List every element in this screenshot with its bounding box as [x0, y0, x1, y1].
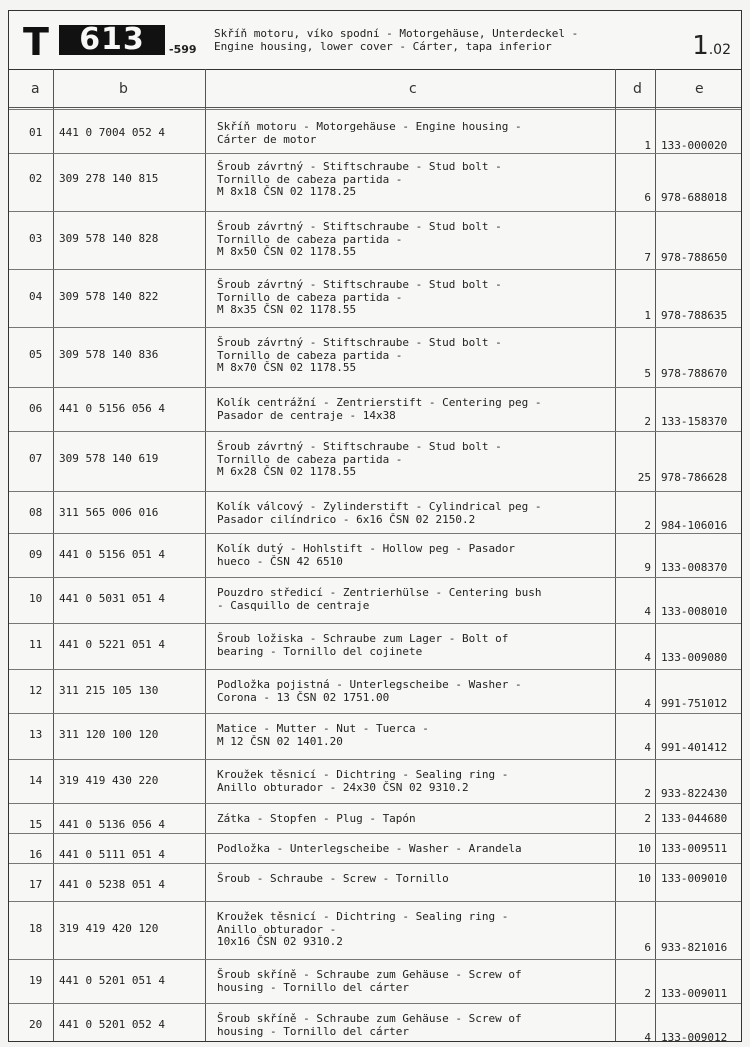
quantity: 4: [644, 1030, 651, 1044]
row-separator: [9, 623, 741, 624]
part-description: [217, 279, 617, 317]
description-line: Kroužek těsnicí - Dichtring - Sealing ring -: [217, 910, 509, 923]
row-separator: [9, 959, 741, 960]
part-description: [217, 161, 617, 199]
page-title: [214, 27, 578, 53]
item-position: 17: [29, 878, 43, 891]
part-number: 441 0 5201 052 4: [59, 1018, 165, 1031]
part-description: [217, 1013, 617, 1038]
row-separator: [9, 431, 741, 432]
description-line: Pasador de centraje - 14x38: [217, 408, 396, 422]
part-description: [217, 397, 617, 422]
order-code: 133-008370: [661, 560, 728, 574]
order-code: 991-401412: [661, 740, 728, 754]
quantity: 4: [644, 696, 651, 710]
description-line: Kolík centrážní - Zentrierstift - Centering peg -: [217, 396, 542, 409]
part-description: [217, 969, 617, 994]
order-code: 978-688018: [661, 191, 728, 204]
description-line: Skříň motoru - Motorgehäuse - Engine housing -: [217, 120, 522, 133]
title-line-1: Skříň motoru, víko spodní - Motorgehäuse, Unterdeckel -: [214, 27, 579, 40]
description-line: Šroub skříně - Schraube zum Gehäuse - Screw of: [217, 1012, 522, 1025]
column-divider: [205, 69, 206, 1041]
order-code: 133-158370: [661, 414, 728, 428]
part-description: [217, 911, 617, 949]
order-code: 978-788635: [661, 309, 728, 322]
description-line: Pouzdro středicí - Zentrierhülse - Centering bush: [217, 586, 542, 599]
item-position: 15: [29, 818, 43, 831]
description-line: Podložka pojistná - Unterlegscheibe - Washer -: [217, 678, 522, 691]
item-position: 10: [29, 592, 43, 605]
description-line: Zátka - Stopfen - Plug - Tapón: [217, 812, 416, 825]
page-number: [692, 33, 731, 63]
part-description: [217, 769, 617, 794]
quantity: 4: [644, 740, 651, 754]
description-line: Šroub závrtný - Stiftschraube - Stud bolt -: [217, 160, 502, 173]
description-line: housing - Tornillo del cárter: [217, 1024, 410, 1038]
description-line: Tornillo de cabeza partida -: [217, 232, 403, 246]
quantity: 6: [644, 941, 651, 954]
row-separator: [9, 1003, 741, 1004]
item-position: 09: [29, 548, 43, 561]
part-number: 319 419 420 120: [59, 922, 159, 935]
row-separator: [9, 387, 741, 388]
quantity: 2: [644, 986, 651, 1000]
part-number: 319 419 430 220: [59, 774, 159, 787]
order-code: 133-008010: [661, 604, 728, 618]
quantity: 1: [644, 309, 651, 322]
description-line: Šroub ložiska - Schraube zum Lager - Bolt of: [217, 632, 509, 645]
description-line: Kroužek těsnicí - Dichtring - Sealing ring -: [217, 768, 509, 781]
part-number: 309 578 140 619: [59, 452, 159, 465]
column-header-row: [9, 69, 741, 108]
row-separator: [9, 759, 741, 760]
part-number: 309 578 140 836: [59, 348, 159, 361]
description-line: Tornillo de cabeza partida -: [217, 452, 403, 466]
order-code: 133-009511: [661, 842, 728, 855]
title-line-2: Engine housing, lower cover - Cárter, tapa inferior: [214, 40, 552, 53]
quantity: 10: [637, 842, 651, 855]
order-code: 978-788670: [661, 367, 728, 380]
part-number: 441 0 5156 056 4: [59, 402, 165, 415]
description-line: M 6x28 ČSN 02 1178.55: [217, 465, 357, 478]
part-number: 441 0 7004 052 4: [59, 126, 165, 139]
column-header-c: c: [409, 81, 417, 97]
description-line: Anillo obturador - 24x30 ČSN 02 9310.2: [217, 780, 469, 794]
order-code: 133-000020: [661, 138, 728, 152]
quantity: 25: [637, 471, 651, 484]
item-position: 08: [29, 506, 43, 519]
quantity: 4: [644, 604, 651, 618]
description-line: Cárter de motor: [217, 132, 317, 146]
row-separator: [9, 269, 741, 270]
description-line: Šroub závrtný - Stiftschraube - Stud bolt -: [217, 440, 502, 453]
description-line: Pasador cilíndrico - 6x16 ČSN 02 2150.2: [217, 512, 476, 526]
description-line: Šroub - Schraube - Screw - Tornillo: [217, 872, 449, 885]
item-position: 18: [29, 922, 43, 935]
description-line: - Casquillo de centraje: [217, 598, 370, 612]
column-divider: [655, 69, 656, 1041]
quantity: 6: [644, 191, 651, 204]
quantity: 5: [644, 367, 651, 380]
quantity: 4: [644, 650, 651, 664]
description-line: M 12 ČSN 02 1401.20: [217, 734, 343, 748]
description-line: bearing - Tornillo del cojinete: [217, 644, 423, 658]
part-number: 309 578 140 822: [59, 290, 159, 303]
description-line: M 8x70 ČSN 02 1178.55: [217, 361, 357, 374]
order-code: 991-751012: [661, 696, 728, 710]
part-number: 441 0 5111 051 4: [59, 848, 165, 861]
page-number-sub: .02: [708, 42, 731, 58]
description-line: Podložka - Unterlegscheibe - Washer - Arandela: [217, 842, 522, 855]
part-description: [217, 337, 617, 375]
row-separator: [9, 901, 741, 902]
description-line: M 8x50 ČSN 02 1178.55: [217, 245, 357, 258]
item-position: 19: [29, 974, 43, 987]
page-header: [9, 11, 741, 70]
column-header-e: e: [695, 81, 704, 97]
item-position: 02: [29, 172, 43, 185]
column-header-a: a: [31, 81, 40, 97]
order-code: 133-009080: [661, 650, 728, 664]
quantity: 2: [644, 812, 651, 825]
description-line: hueco - ČSN 42 6510: [217, 554, 343, 568]
order-code: 984-106016: [661, 518, 728, 532]
part-description: [217, 873, 617, 886]
part-description: [217, 501, 617, 526]
part-description: [217, 121, 617, 146]
description-line: Tornillo de cabeza partida -: [217, 348, 403, 362]
part-description: [217, 633, 617, 658]
item-position: 04: [29, 290, 43, 303]
part-number: 441 0 5136 056 4: [59, 818, 165, 831]
row-separator: [9, 211, 741, 212]
description-line: Tornillo de cabeza partida -: [217, 172, 403, 186]
item-position: 03: [29, 232, 43, 245]
item-position: 20: [29, 1018, 43, 1031]
item-position: 13: [29, 728, 43, 741]
description-line: Tornillo de cabeza partida -: [217, 290, 403, 304]
column-header-b: b: [119, 81, 128, 97]
part-number: 309 278 140 815: [59, 172, 159, 185]
page-number-main: 1: [692, 31, 709, 61]
order-code: 133-009012: [661, 1030, 728, 1044]
part-description: [217, 441, 617, 479]
column-divider: [53, 69, 54, 1041]
row-separator: [9, 153, 741, 154]
parts-catalog-page: [8, 10, 742, 1042]
item-position: 05: [29, 348, 43, 361]
quantity: 2: [644, 414, 651, 428]
row-separator: [9, 863, 741, 864]
description-line: Kolík válcový - Zylinderstift - Cylindrical peg -: [217, 500, 542, 513]
quantity: 7: [644, 251, 651, 264]
part-description: [217, 587, 617, 612]
item-position: 07: [29, 452, 43, 465]
part-description: [217, 543, 617, 568]
quantity: 9: [644, 560, 651, 574]
part-number: 441 0 5238 051 4: [59, 878, 165, 891]
description-line: Anillo obturador -: [217, 922, 337, 936]
part-number: 441 0 5201 051 4: [59, 974, 165, 987]
description-line: Corona - 13 ČSN 02 1751.00: [217, 690, 390, 704]
part-number: 309 578 140 828: [59, 232, 159, 245]
part-description: [217, 679, 617, 704]
quantity: 1: [644, 138, 651, 152]
part-number: 441 0 5156 051 4: [59, 548, 165, 561]
order-code: 133-009011: [661, 986, 728, 1000]
description-line: Šroub závrtný - Stiftschraube - Stud bolt -: [217, 220, 502, 233]
row-separator: [9, 577, 741, 578]
description-line: Šroub závrtný - Stiftschraube - Stud bolt -: [217, 278, 502, 291]
part-number: 311 120 100 120: [59, 728, 159, 741]
order-code: 933-821016: [661, 941, 728, 954]
item-position: 01: [29, 126, 43, 139]
part-description: [217, 813, 617, 826]
part-number: 441 0 5221 051 4: [59, 638, 165, 651]
column-header-d: d: [633, 81, 642, 97]
item-position: 11: [29, 638, 43, 651]
item-position: 12: [29, 684, 43, 697]
description-line: housing - Tornillo del cárter: [217, 980, 410, 994]
part-number: 311 215 105 130: [59, 684, 159, 697]
order-code: 978-786628: [661, 471, 728, 484]
part-description: [217, 723, 617, 748]
part-number: 311 565 006 016: [59, 506, 159, 519]
description-line: Kolík dutý - Hohlstift - Hollow peg - Pasador: [217, 542, 516, 555]
logo-suffix: -599: [169, 43, 197, 56]
row-separator: [9, 327, 741, 328]
part-number: 441 0 5031 051 4: [59, 592, 165, 605]
part-description: [217, 221, 617, 259]
row-separator: [9, 109, 741, 110]
description-line: Matice - Mutter - Nut - Tuerca -: [217, 722, 429, 735]
logo-letter: T: [23, 20, 47, 64]
row-separator: [9, 533, 741, 534]
item-position: 16: [29, 848, 43, 861]
description-line: M 8x18 ČSN 02 1178.25: [217, 185, 357, 198]
row-separator: [9, 713, 741, 714]
item-position: 06: [29, 402, 43, 415]
description-line: Šroub závrtný - Stiftschraube - Stud bolt -: [217, 336, 502, 349]
item-position: 14: [29, 774, 43, 787]
row-separator: [9, 669, 741, 670]
logo-model: 613: [59, 25, 165, 55]
row-separator: [9, 491, 741, 492]
order-code: 133-009010: [661, 872, 728, 885]
quantity: 2: [644, 786, 651, 800]
row-separator: [9, 803, 741, 804]
row-separator: [9, 833, 741, 834]
description-line: 10x16 ČSN 02 9310.2: [217, 935, 343, 948]
order-code: 933-822430: [661, 786, 728, 800]
description-line: Šroub skříně - Schraube zum Gehäuse - Screw of: [217, 968, 522, 981]
quantity: 10: [637, 872, 651, 885]
quantity: 2: [644, 518, 651, 532]
description-line: M 8x35 ČSN 02 1178.55: [217, 303, 357, 316]
part-description: [217, 843, 617, 856]
order-code: 978-788650: [661, 251, 728, 264]
order-code: 133-044680: [661, 812, 728, 825]
